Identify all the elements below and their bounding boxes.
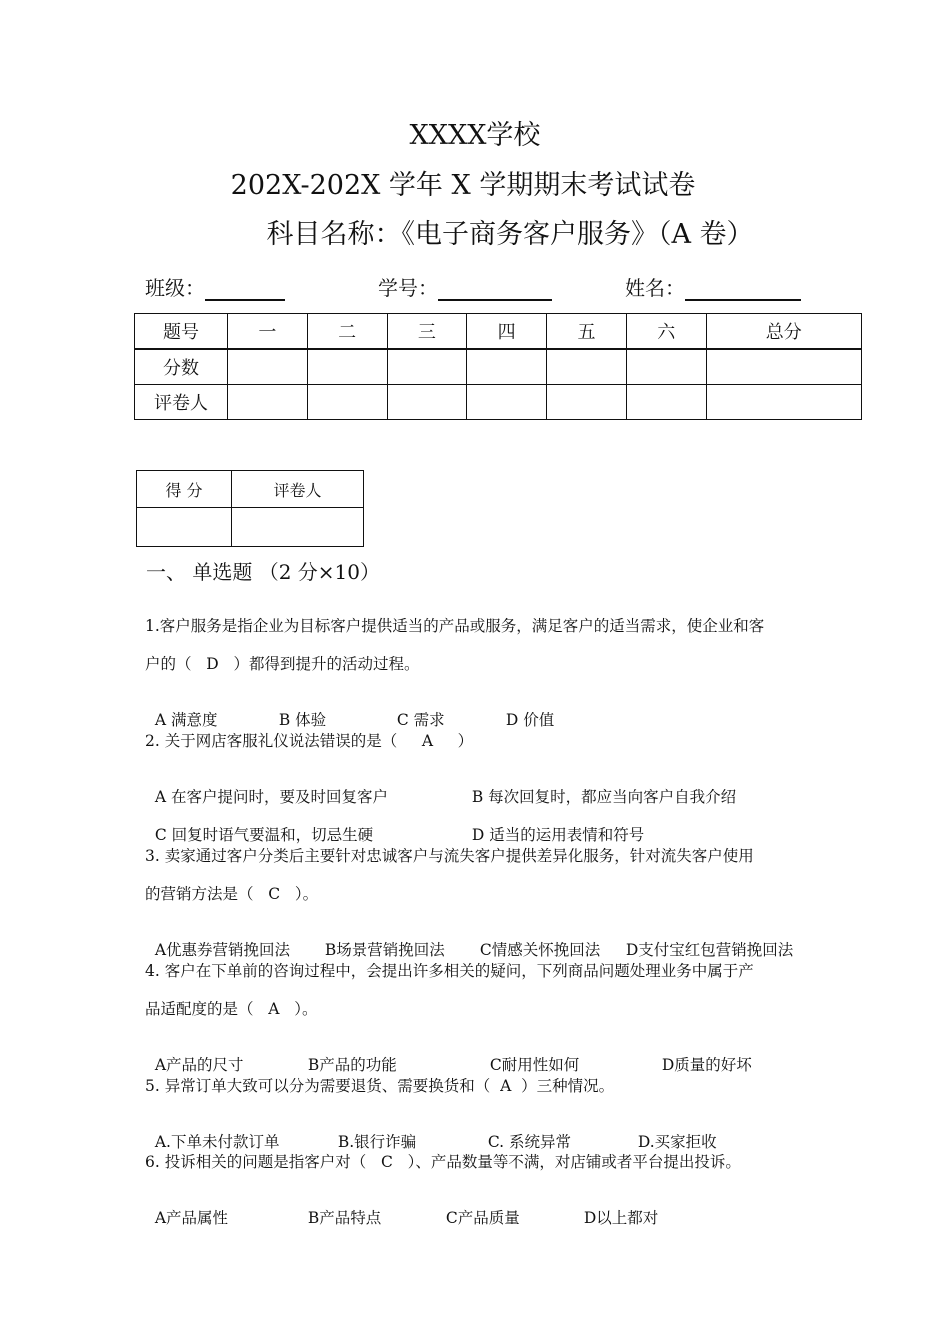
score-table-column-header: 二 — [307, 314, 387, 350]
score-table-column-header: 五 — [547, 314, 627, 350]
score-cell[interactable] — [626, 349, 706, 385]
option-b[interactable]: B产品的功能 — [307, 1056, 397, 1074]
option-d[interactable]: D质量的好坏 — [661, 1056, 752, 1074]
option-d[interactable]: D支付宝红包营销挽回法 — [625, 941, 794, 959]
question-2-options-row-1 — [145, 767, 736, 807]
section-heading: 一、 单选题 （2 分×10） — [146, 560, 381, 584]
question-4-options — [145, 1035, 752, 1075]
score-cell[interactable] — [547, 349, 627, 385]
section-score-cell[interactable] — [137, 508, 232, 547]
option-d[interactable]: D以上都对 — [583, 1209, 659, 1227]
score-table-row-header: 评卷人 — [135, 385, 228, 420]
class-label: 班级： — [145, 276, 205, 300]
subject-title: 科目名称：《电子商务客户服务》（A 卷） — [266, 219, 754, 250]
option-a[interactable]: A产品属性 — [154, 1209, 229, 1227]
question-2-options-row-2 — [145, 805, 644, 845]
option-d[interactable]: D 适当的运用表情和符号 — [471, 826, 645, 844]
grader-cell[interactable] — [228, 385, 308, 420]
grader-cell[interactable] — [706, 385, 861, 420]
option-c[interactable]: C耐用性如何 — [489, 1056, 580, 1074]
question-3-line-1: 3. 卖家通过客户分类后主要针对忠诚客户与流失客户提供差异化服务，针对流失客户使用 — [145, 847, 754, 865]
question-6-line-1: 6. 投诉相关的问题是指客户对（ C ）、产品数量等不满，对店铺或者平台提出投诉。 — [145, 1153, 741, 1171]
score-table-header-row — [135, 314, 862, 350]
grader-cell[interactable] — [547, 385, 627, 420]
student-id-field — [378, 272, 552, 301]
score-cell[interactable] — [228, 349, 308, 385]
score-table — [134, 313, 862, 420]
score-table-row-header: 分数 — [135, 349, 228, 385]
option-b[interactable]: B场景营销挽回法 — [324, 941, 445, 959]
option-c[interactable]: C产品质量 — [445, 1209, 520, 1227]
option-a[interactable]: A.下单未付款订单 — [154, 1133, 280, 1151]
question-3-options — [145, 920, 793, 960]
question-1-line-2: 户的（ D ）都得到提升的活动过程。 — [145, 655, 420, 673]
score-table-column-header: 总分 — [706, 314, 861, 350]
class-field — [145, 272, 285, 301]
question-1-options — [145, 690, 554, 730]
score-cell[interactable] — [387, 349, 467, 385]
class-blank[interactable] — [205, 273, 285, 301]
grader-cell[interactable] — [626, 385, 706, 420]
option-c[interactable]: C 回复时语气要温和，切忌生硬 — [154, 826, 374, 844]
score-table-column-header: 一 — [228, 314, 308, 350]
question-5-options — [145, 1112, 717, 1152]
name-label: 姓名： — [625, 276, 685, 300]
name-field — [625, 272, 801, 301]
score-cell[interactable] — [307, 349, 387, 385]
score-table-row — [135, 349, 862, 385]
option-a[interactable]: A 满意度 — [154, 711, 218, 729]
student-id-label: 学号： — [378, 276, 438, 300]
question-4-line-1: 4. 客户在下单前的咨询过程中，会提出许多相关的疑问，下列商品问题处理业务中属于产 — [145, 962, 754, 980]
option-d[interactable]: D.买家拒收 — [637, 1133, 717, 1151]
score-cell[interactable] — [706, 349, 861, 385]
grader-cell[interactable] — [387, 385, 467, 420]
question-5-line-1: 5. 异常订单大致可以分为需要退货、需要换货和（ A ）三种情况。 — [145, 1077, 615, 1095]
section-grader-table — [136, 470, 364, 547]
score-table-column-header: 三 — [387, 314, 467, 350]
option-b[interactable]: B产品特点 — [307, 1209, 382, 1227]
option-a[interactable]: A优惠券营销挽回法 — [154, 941, 291, 959]
term-title: 202X-202X 学年 X 学期期末考试试卷 — [230, 170, 696, 201]
grader-cell[interactable] — [467, 385, 547, 420]
option-b[interactable]: B 体验 — [278, 711, 327, 729]
option-b[interactable]: B.银行诈骗 — [337, 1133, 417, 1151]
score-cell[interactable] — [467, 349, 547, 385]
score-table-row-header: 题号 — [135, 314, 228, 350]
name-blank[interactable] — [685, 273, 801, 301]
option-c[interactable]: C. 系统异常 — [487, 1133, 572, 1151]
option-d[interactable]: D 价值 — [505, 711, 555, 729]
option-b[interactable]: B 每次回复时，都应当向客户自我介绍 — [471, 788, 737, 806]
question-1-line-1: 1.客户服务是指企业为目标客户提供适当的产品或服务，满足客户的适当需求，使企业和客 — [145, 617, 765, 635]
grader-cell[interactable] — [307, 385, 387, 420]
score-table-row — [135, 385, 862, 420]
option-a[interactable]: A产品的尺寸 — [154, 1056, 244, 1074]
question-4-line-2: 品适配度的是（ A ）。 — [145, 1000, 318, 1018]
question-3-line-2: 的营销方法是（ C ）。 — [145, 885, 319, 903]
section-grader-label: 评卷人 — [232, 471, 364, 508]
question-2-line-1: 2. 关于网店客服礼仪说法错误的是（ A ） — [145, 732, 474, 750]
school-title: XXXX学校 — [409, 120, 541, 151]
option-c[interactable]: C情感关怀挽回法 — [479, 941, 601, 959]
score-table-column-header: 四 — [467, 314, 547, 350]
option-c[interactable]: C 需求 — [396, 711, 445, 729]
section-score-label: 得 分 — [137, 471, 232, 508]
option-a[interactable]: A 在客户提问时，要及时回复客户 — [154, 788, 388, 806]
student-id-blank[interactable] — [438, 273, 552, 301]
question-6-options — [145, 1188, 658, 1228]
score-table-column-header: 六 — [626, 314, 706, 350]
section-grader-cell[interactable] — [232, 508, 364, 547]
